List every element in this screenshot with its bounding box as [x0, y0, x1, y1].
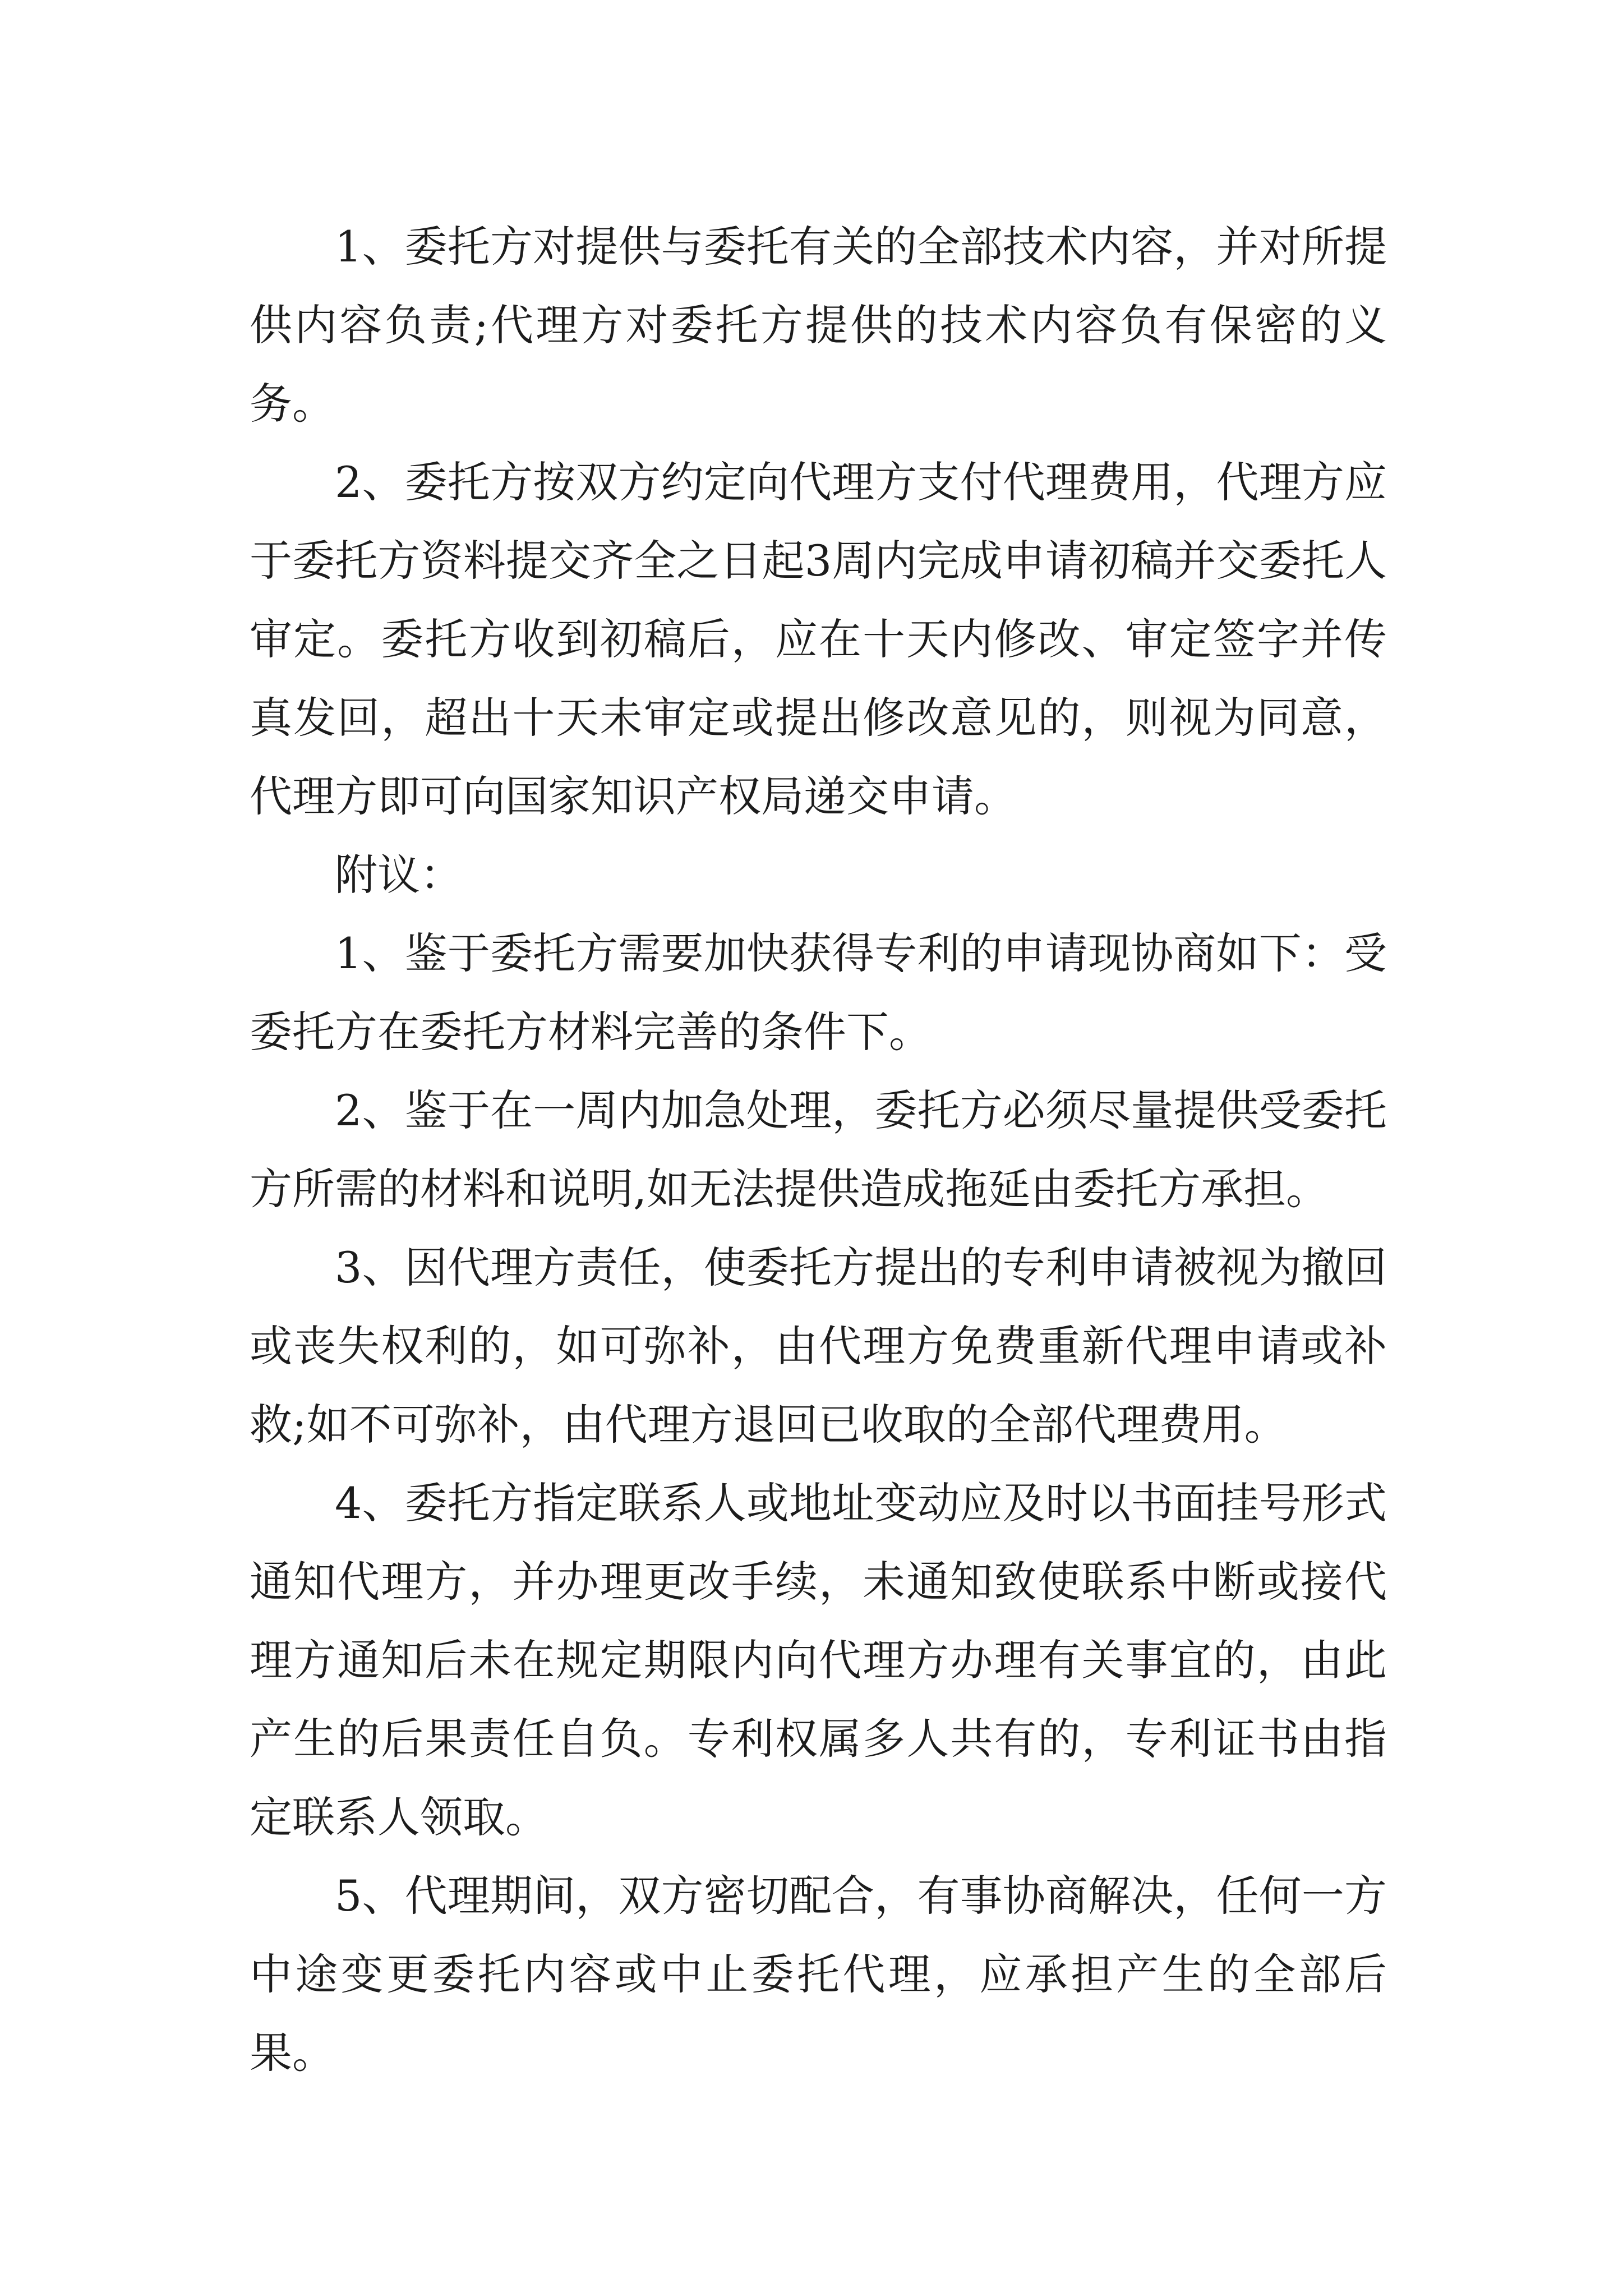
addendum-item-5: 5、代理期间，双方密切配合，有事协商解决，任何一方中途变更委托内容或中止委托代理，应承担产生的全部后果。: [250, 1871, 1387, 2078]
document-body: [250, 208, 1387, 2092]
addendum-item-2: 2、鉴于在一周内加急处理，委托方必须尽量提供受委托方所需的材料和说明,如无法提供造成拖延由委托方承担。: [250, 1085, 1387, 1214]
addendum-heading: 附议：: [335, 850, 463, 900]
clause-2-fees-and-review: 2、委托方按双方约定向代理方支付代理费用，代理方应于委托方资料提交齐全之日起3周内完成申请初稿并交委托人审定。委托方收到初稿后，应在十天内修改、审定签字并传真发回，超出十天未审定或提出修改意见的，则视为同意，代理方即可向国家知识产权局递交申请。: [250, 457, 1387, 821]
clause-1-confidentiality: 1、委托方对提供与委托有关的全部技术内容，并对所提供内容负责;代理方对委托方提供的技术内容负有保密的义务。: [250, 222, 1387, 429]
addendum-item-4: 4、委托方指定联系人或地址变动应及时以书面挂号形式通知代理方，并办理更改手续，未通知致使联系中断或接代理方通知后未在规定期限内向代理方办理有关事宜的，由此产生的后果责任自负。专利权属多人共有的，专利证书由指定联系人领取。: [250, 1478, 1387, 1842]
addendum-item-3: 3、因代理方责任，使委托方提出的专利申请被视为撤回或丧失权利的，如可弥补，由代理方免费重新代理申请或补救;如不可弥补，由代理方退回已收取的全部代理费用。: [250, 1243, 1387, 1450]
addendum-item-1: 1、鉴于委托方需要加快获得专利的申请现协商如下：受委托方在委托方材料完善的条件下。: [250, 928, 1387, 1057]
